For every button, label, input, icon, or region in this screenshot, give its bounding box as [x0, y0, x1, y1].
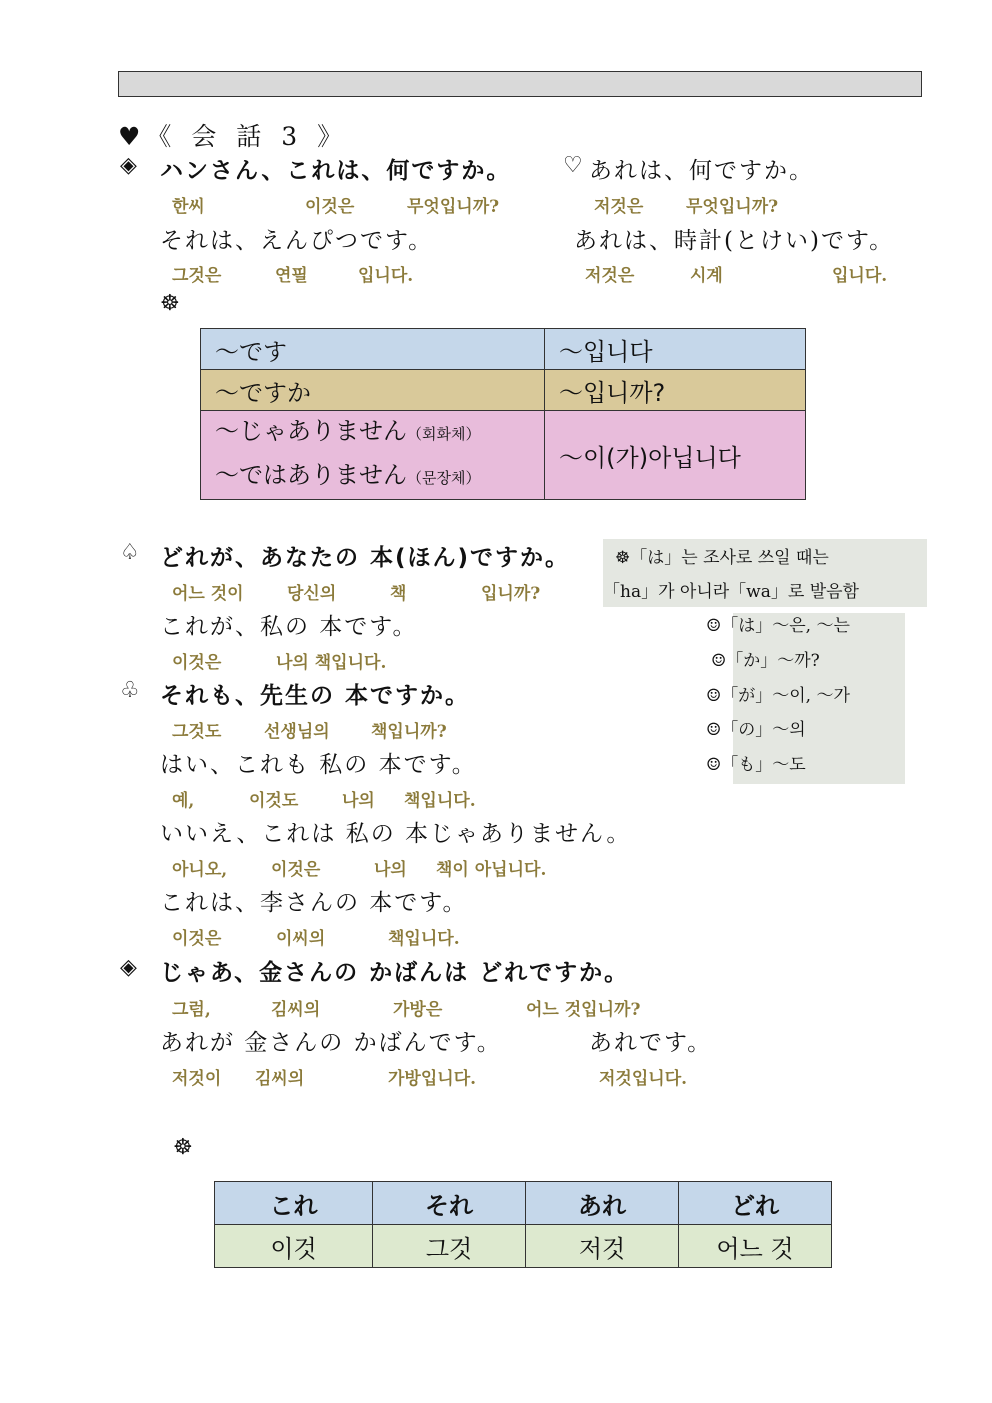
table-row — [215, 1225, 832, 1268]
d1-question-ko: 한씨 — [172, 197, 205, 217]
d2-line4-ko: 책입니다. — [404, 791, 476, 811]
d2-line8b-jp: あれです。 — [589, 1030, 713, 1056]
diamond-icon: ◈ — [120, 153, 137, 178]
d2-line3-ko: 선생님의 — [264, 722, 330, 742]
dharma-wheel-icon: ☸ — [173, 1135, 193, 1160]
d2-line4-ko: 예, — [172, 791, 195, 811]
particle-item: ☺「も」～도 — [706, 755, 806, 775]
d1-answer2-jp: あれは、時計(とけい)です。 — [574, 228, 895, 254]
d2-line3-ko: 그것도 — [172, 722, 222, 742]
d2-line3-jp: それも、先生の 本ですか。 — [160, 683, 471, 709]
d2-line6-ko: 이씨의 — [276, 929, 326, 949]
d1-question-ko: 무엇입니까? — [407, 197, 500, 217]
d2-line8b-ko: 저것입니다. — [599, 1069, 688, 1089]
header-bar — [118, 71, 922, 97]
grammar-cell-ko: ～입니다 — [545, 329, 806, 370]
diamond-icon: ◈ — [120, 955, 137, 980]
table-row — [215, 1182, 832, 1225]
heart-outline-icon: ♡ — [563, 153, 583, 178]
note-line-1: ☸「は」는 조사로 쓰일 때는 — [615, 548, 829, 568]
d1-question-ko: 이것은 — [305, 197, 355, 217]
dem-jp-cell: これ — [215, 1182, 373, 1225]
grammar-cell-ko: ～입니까? — [545, 370, 806, 411]
d2-line2-ko: 이것은 — [172, 653, 222, 673]
d2-line7-ko: 그럼, — [172, 1000, 211, 1020]
dem-jp-cell: あれ — [526, 1182, 679, 1225]
d2-line5-ko: 책이 아닙니다. — [436, 860, 547, 880]
d2-line8-ko: 김씨의 — [255, 1069, 305, 1089]
d1-answer-ko: 연필 — [275, 266, 308, 286]
d2-line5-ko: 이것은 — [271, 860, 321, 880]
d1-answer-jp: それは、えんぴつです。 — [160, 228, 434, 254]
grammar-cell-jp: ～です — [201, 329, 545, 370]
dem-ko-cell: 그것 — [373, 1225, 526, 1268]
grammar-cell-ko: ～이(가)아닙니다 — [545, 411, 806, 500]
particle-item: ☺「の」～의 — [706, 720, 806, 740]
particle-item: ☺「か」～까? — [711, 651, 820, 671]
demonstratives-table — [214, 1181, 832, 1268]
d1-answer-ko: 입니다. — [358, 266, 414, 286]
d2-line3-ko: 책입니까? — [371, 722, 447, 742]
d1-answer2-ko: 입니다. — [832, 266, 888, 286]
d1-question2-jp: あれは、何ですか。 — [589, 158, 814, 184]
d2-line5-ko: 나의 — [374, 860, 407, 880]
d2-line8-ko: 저것이 — [172, 1069, 222, 1089]
d1-answer2-ko: 시계 — [690, 266, 723, 286]
d2-line4-ko: 나의 — [342, 791, 375, 811]
dem-ko-cell: 어느 것 — [679, 1225, 832, 1268]
dem-ko-cell: 저것 — [526, 1225, 679, 1268]
grammar-table — [200, 328, 806, 500]
grammar-cell-jp — [201, 411, 545, 500]
grammar-negative-formal: ～ではありません — [215, 461, 407, 489]
d1-answer2-ko: 저것은 — [585, 266, 635, 286]
d2-line1-jp: どれが、あなたの 本(ほん)ですか。 — [160, 545, 571, 571]
table-row — [201, 329, 806, 370]
grammar-note-casual: （회화체） — [407, 425, 481, 443]
d2-line7-ko: 김씨의 — [271, 1000, 321, 1020]
table-row — [201, 411, 806, 500]
lesson-title: ♥《 会 話 3 》 — [118, 122, 349, 151]
d2-line7-ko: 어느 것입니까? — [526, 1000, 641, 1020]
d2-line8-jp: あれが 金さんの かばんです。 — [160, 1030, 502, 1056]
d1-question-jp: ハンさん、これは、何ですか。 — [160, 158, 512, 184]
d2-line1-ko: 당신의 — [287, 584, 337, 604]
d2-line2-ko: 나의 책입니다. — [276, 653, 387, 673]
d2-line6-jp: これは、李さんの 本です。 — [160, 890, 468, 916]
grammar-note-formal: （문장체） — [407, 469, 481, 487]
d2-line8-ko: 가방입니다. — [388, 1069, 477, 1089]
d2-line4-jp: はい、これも 私の 本です。 — [160, 752, 477, 778]
dharma-wheel-icon: ☸ — [160, 291, 180, 316]
d2-line7-ko: 가방은 — [393, 1000, 443, 1020]
spade-outline-icon: ♤ — [120, 540, 140, 565]
d1-answer-ko: 그것은 — [172, 266, 222, 286]
grammar-negative-casual: ～じゃありません — [215, 417, 407, 445]
pronunciation-note — [603, 539, 927, 607]
club-outline-icon: ♧ — [120, 678, 140, 703]
dem-jp-cell: どれ — [679, 1182, 832, 1225]
d2-line2-jp: これが、私の 本です。 — [160, 614, 418, 640]
d1-question2-ko: 무엇입니까? — [686, 197, 779, 217]
grammar-cell-jp: ～ですか — [201, 370, 545, 411]
d2-line6-ko: 이것은 — [172, 929, 222, 949]
dem-ko-cell: 이것 — [215, 1225, 373, 1268]
d2-line1-ko: 어느 것이 — [172, 584, 244, 604]
d2-line7-jp: じゃあ、金さんの かばんは どれですか。 — [160, 960, 630, 986]
note-line-2: 「ha」가 아니라「wa」로 발음함 — [603, 582, 859, 602]
table-row — [201, 370, 806, 411]
d2-line6-ko: 책입니다. — [388, 929, 460, 949]
d2-line1-ko: 입니까? — [481, 584, 541, 604]
particle-item: ☺「は」～은, ～는 — [706, 616, 850, 636]
d2-line5-ko: 아니오, — [172, 860, 228, 880]
d2-line1-ko: 책 — [390, 584, 407, 604]
dem-jp-cell: それ — [373, 1182, 526, 1225]
d1-question2-ko: 저것은 — [594, 197, 644, 217]
d2-line4-ko: 이것도 — [249, 791, 299, 811]
d2-line5-jp: いいえ、これは 私の 本じゃありません。 — [160, 821, 632, 847]
particle-item: ☺「が」～이, ～가 — [706, 686, 850, 706]
